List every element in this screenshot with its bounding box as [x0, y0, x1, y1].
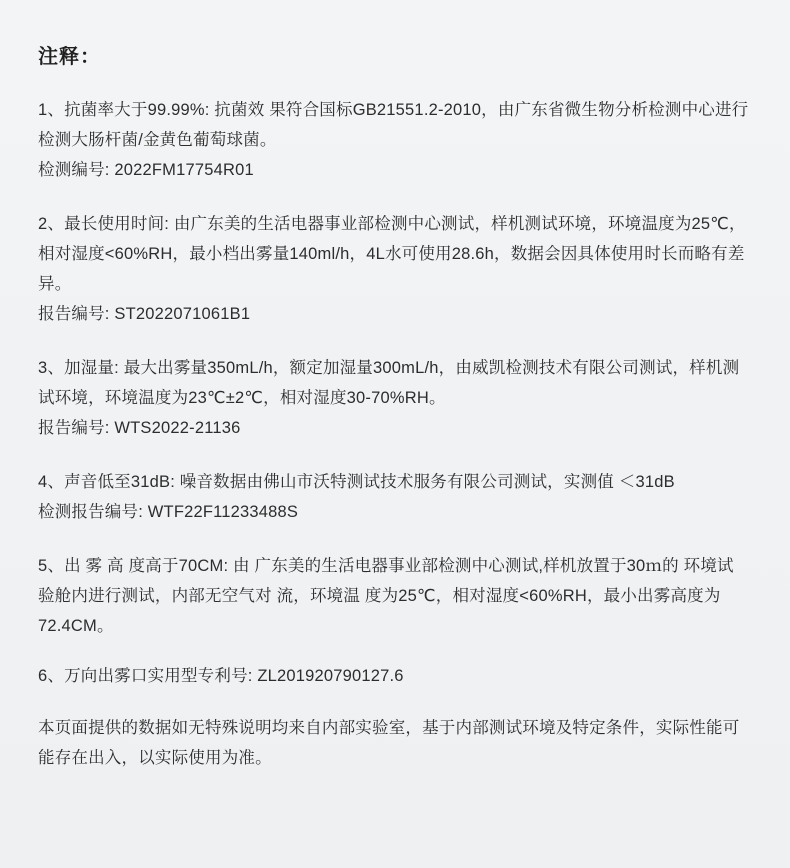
note-body: 6、万向出雾口实用型专利号: ZL201920790127.6 — [38, 667, 404, 685]
note-item-5 — [38, 551, 752, 641]
note-item-2 — [38, 209, 752, 329]
note-reference: 报告编号: WTS2022-21136 — [38, 419, 241, 437]
note-body: 2、最长使用时间: 由广东美的生活电器事业部检测中心测试，样机测试环境，环境温度为25℃，相对湿度<60%RH，最小档出雾量140ml/h，4L水可使用28.6h，数据会因具体使用时长而略有差异。 — [38, 215, 746, 293]
note-item-6 — [38, 661, 752, 691]
note-reference: 检测报告编号: WTF22F11233488S — [38, 503, 299, 521]
disclaimer — [38, 713, 752, 773]
note-body: 1、抗菌率大于99.99%: 抗菌效 果符合国标GB21551.2-2010，由广东省微生物分析检测中心进行检测大肠杆菌/金黄色葡萄球菌。 — [38, 101, 749, 149]
note-item-3 — [38, 353, 752, 443]
note-reference: 检测编号: 2022FM17754R01 — [38, 161, 254, 179]
note-body: 5、出 雾 高 度高于70CM: 由 广东美的生活电器事业部检测中心测试,样机放置于30ｍ的 环境试 验舱内进行测试，内部无空气对 流，环境温 度为25℃，相对湿度<60%RH，最小出雾高度为72.4CM。 — [38, 557, 734, 635]
disclaimer-text: 本页面提供的数据如无特殊说明均来自内部实验室，基于内部测试环境及特定条件，实际性能可能存在出入，以实际使用为准。 — [38, 719, 740, 767]
note-item-1 — [38, 95, 752, 185]
note-body: 3、加湿量: 最大出雾量350mL/h，额定加湿量300mL/h，由威凯检测技术有限公司测试，样机测试环境，环境温度为23℃±2℃，相对湿度30-70%RH。 — [38, 359, 740, 407]
note-body: 4、声音低至31dB: 噪音数据由佛山市沃特测试技术服务有限公司测试，实测值 ＜31dB — [38, 473, 675, 491]
page-title: 注释： — [38, 46, 101, 68]
note-reference: 报告编号: ST2022071061B1 — [38, 305, 251, 323]
note-item-4 — [38, 467, 752, 527]
